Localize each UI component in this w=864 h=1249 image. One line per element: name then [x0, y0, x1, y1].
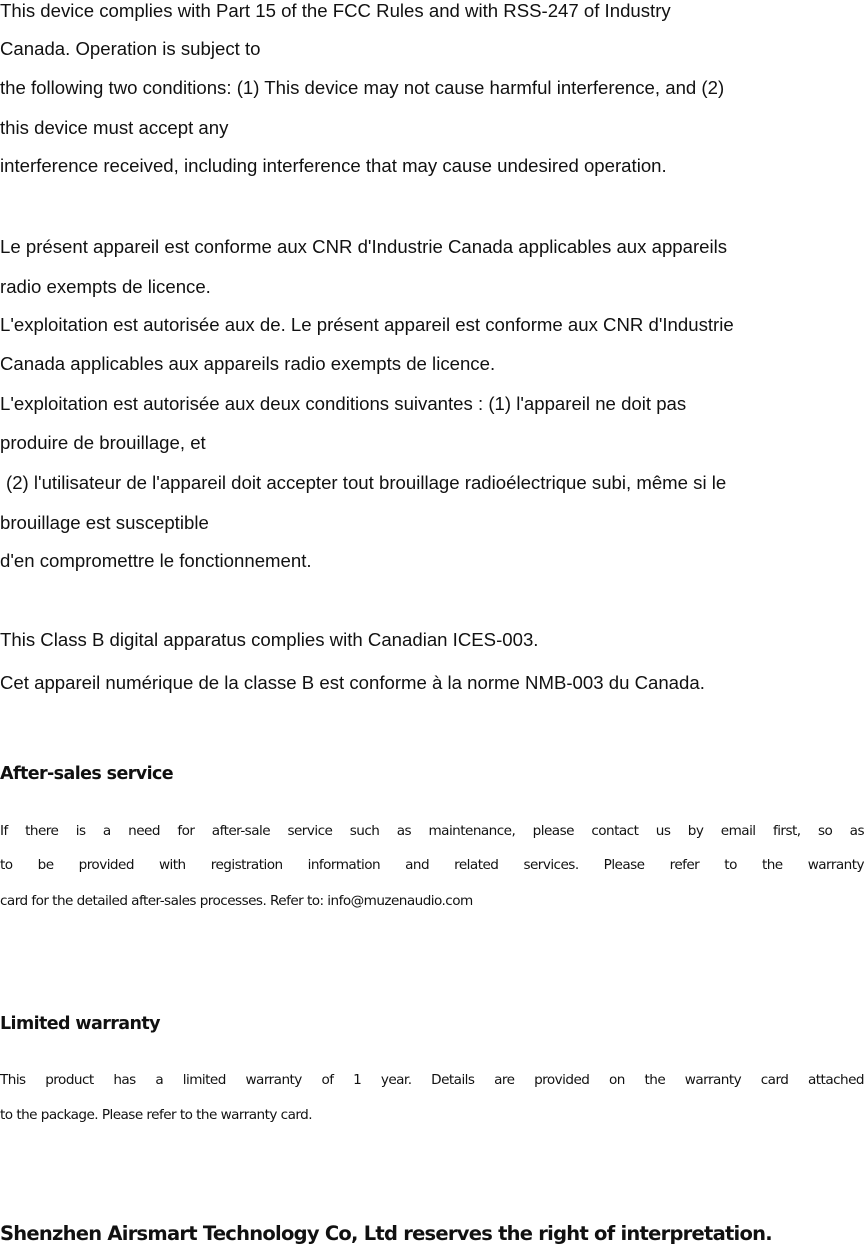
fcc-notice-line: interference received, including interference that may cause undesired operation.	[0, 155, 667, 176]
fcc-notice-line: This device complies with Part 15 of the FCC Rules and with RSS-247 of Industry	[0, 0, 671, 21]
fcc-notice-line: Canada. Operation is subject to	[0, 38, 261, 59]
fcc-notice-line: this device must accept any	[0, 117, 229, 138]
cnr-notice-line: produire de brouillage, et	[0, 432, 206, 453]
cnr-notice-line: brouillage est susceptible	[0, 512, 209, 533]
after-sales-heading: After-sales service	[0, 764, 174, 784]
after-sales-line: If there is a need for after-sale service such as maintenance, please contact us by email first, so as	[0, 823, 864, 839]
cnr-notice-line: L'exploitation est autorisée aux de. Le présent appareil est conforme aux CNR d'Industrie	[0, 314, 734, 335]
cnr-notice-line: L'exploitation est autorisée aux deux conditions suivantes : (1) l'appareil ne doit pas	[0, 393, 687, 414]
cnr-notice-line: Le présent appareil est conforme aux CNR d'Industrie Canada applicables aux appareils	[0, 236, 728, 257]
ices-notice-line: Cet appareil numérique de la classe B est conforme à la norme NMB-003 du Canada.	[0, 672, 705, 693]
fcc-notice-line: the following two conditions: (1) This device may not cause harmful interference, and (2)	[0, 77, 725, 98]
cnr-notice-line: d'en compromettre le fonctionnement.	[0, 550, 312, 571]
limited-warranty-line: to the package. Please refer to the warranty card.	[0, 1107, 313, 1123]
after-sales-line: card for the detailed after-sales processes. Refer to: info@muzenaudio.com	[0, 893, 473, 909]
ices-notice-line: This Class B digital apparatus complies with Canadian ICES-003.	[0, 629, 539, 650]
cnr-notice-line: Canada applicables aux appareils radio exempts de licence.	[0, 353, 496, 374]
limited-warranty-heading: Limited warranty	[0, 1014, 160, 1034]
cnr-notice-line: (2) l'utilisateur de l'appareil doit accepter tout brouillage radioélectrique subi, même si le	[6, 472, 727, 493]
cnr-notice-line: radio exempts de licence.	[0, 276, 211, 297]
after-sales-line: to be provided with registration information and related services. Please refer to the warranty	[0, 857, 864, 873]
closing-statement: Shenzhen Airsmart Technology Co, Ltd reserves the right of interpretation.	[0, 1222, 772, 1245]
limited-warranty-line: This product has a limited warranty of 1 year. Details are provided on the warranty card attached	[0, 1072, 864, 1088]
